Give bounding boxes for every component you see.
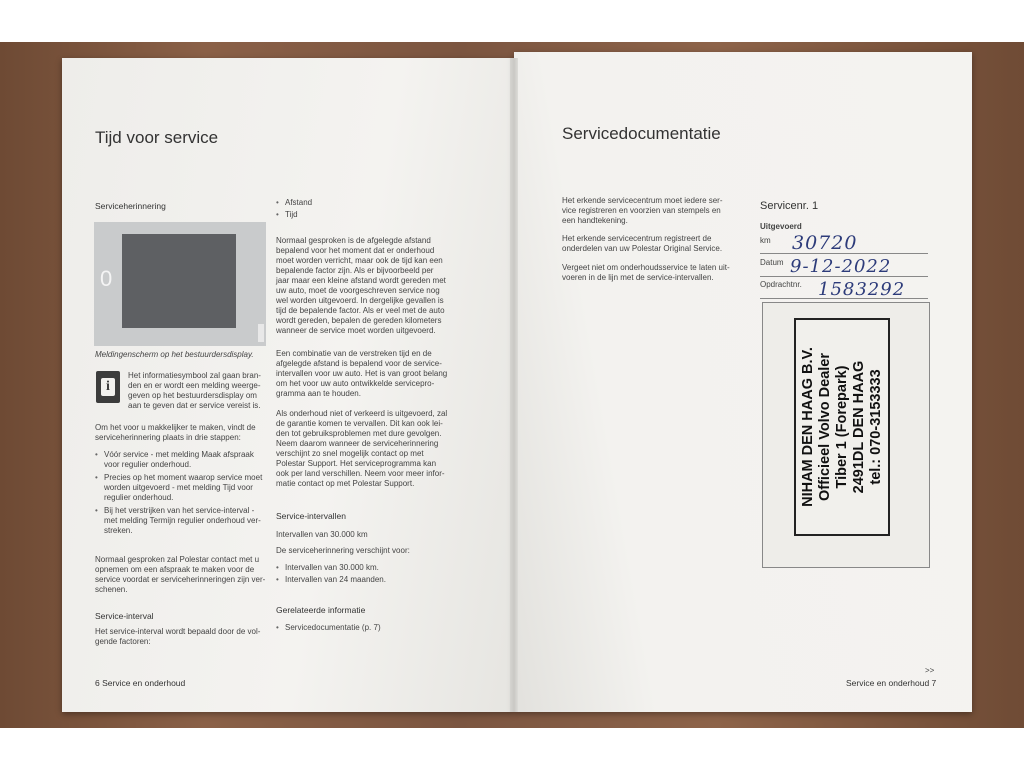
right-paragraph-1 [562, 196, 742, 226]
text-line: Neem daarom wanneer de serviceherinnering [276, 439, 439, 448]
contact-text [95, 555, 265, 595]
steps-list [95, 450, 265, 538]
text-line: afgelegde afstand is bepalend voor de service- [276, 359, 442, 368]
text-line: Een combinatie van de verstreken tijd en de [276, 349, 432, 358]
info-note-line: den en er wordt een melding weerge- [128, 381, 261, 390]
list-item: • Bij het verstrijken van het service-interval - met melding Termijn regulier onderhoud ver- streken. [95, 506, 265, 536]
interval-text [95, 627, 260, 647]
reminder-line: De serviceherinnering verschijnt voor: [276, 546, 410, 555]
text-line: Polestar Support. Het serviceprogramma kan [276, 459, 437, 468]
continue-mark: >> [925, 666, 935, 675]
km-line [760, 253, 928, 254]
text-line: bepalend voor het moment dat er onderhoud [276, 246, 435, 255]
list-item: • Tijd [276, 210, 312, 220]
right-page-title: Servicedocumentatie [562, 124, 721, 143]
list-item: • Intervallen van 30.000 km. [276, 563, 386, 573]
contact-line: Normaal gesproken zal Polestar contact met u [95, 555, 260, 564]
right-paragraph-3 [562, 263, 730, 283]
interval-line: gende factoren: [95, 637, 151, 646]
paragraph-3 [276, 409, 447, 489]
order-label: Opdrachtnr. [760, 280, 802, 289]
text-line: jaar maar een kleine afstand wordt gereden met [276, 276, 446, 285]
intervals-heading: Service-intervallen [276, 511, 346, 521]
order-value: 1583292 [818, 279, 906, 300]
reminder-list [276, 563, 386, 587]
text-line: een handtekening. [562, 216, 628, 225]
intro-text [95, 423, 256, 443]
text-line: vice registreren en voorzien van stempels en [562, 206, 721, 215]
stamp-line: Tiber 1 (Forepark) [833, 365, 850, 489]
text-line: Vergeet niet om onderhoudsservice te laten uit- [562, 263, 730, 272]
text-line: bepalende factor zijn. Als er bijvoorbeeld per [276, 266, 434, 275]
text-line: voeren in de lijn met de service-intervallen. [562, 273, 714, 282]
service-number: Servicenr. 1 [760, 200, 819, 212]
info-note-line: Het informatiesymbool zal gaan bran- [128, 371, 261, 380]
text-line: onderdelen van uw Polestar Original Service. [562, 244, 723, 253]
text-line: Het erkende servicecentrum registreert de [562, 234, 712, 243]
km-label: km [760, 236, 771, 245]
driver-display-image [94, 222, 266, 346]
dealer-stamp [794, 318, 890, 536]
stamp-line: 2491DL DEN HAAG [850, 360, 867, 494]
km-value: 30720 [792, 232, 858, 254]
related-list [276, 623, 381, 635]
factors-list [276, 198, 312, 222]
text-line: verschijnt zo snel mogelijk contact op met [276, 449, 424, 458]
related-link[interactable]: • Servicedocumentatie (p. 7) [276, 623, 381, 633]
text-line: om het voor uw auto ontwikkelde servicepro- [276, 379, 435, 388]
date-value: 9-12-2022 [790, 256, 892, 277]
intro-line: Om het voor u makkelijker te maken, vindt de [95, 423, 256, 432]
text-line: moet worden verricht, maar ook de tijd kan een [276, 256, 443, 265]
info-note [128, 371, 261, 411]
interval-heading: Service-interval [95, 611, 154, 621]
list-item: • Afstand [276, 198, 312, 208]
performed-label: Uitgevoerd [760, 222, 802, 231]
text-line: Normaal gesproken is de afgelegde afstand [276, 236, 431, 245]
text-line: wanneer de service moet worden uitgevoerd. [276, 326, 436, 335]
text-line: de garantie komen te vervallen. Dit kan ook lei- [276, 419, 443, 428]
right-paragraph-2 [562, 234, 722, 254]
list-item: • Precies op het moment waarop service moet worden uitgevoerd - met melding Tijd voor regulier onderhoud. [95, 473, 265, 503]
intro-line: serviceherinnering plaats in drie stappen: [95, 433, 241, 442]
stamp-line: NIHAM DEN HAAG B.V. [799, 347, 816, 507]
display-screen [122, 234, 236, 328]
text-line: wel worden uitgevoerd. In dergelijke gevallen is [276, 296, 444, 305]
contact-line: service voordat er serviceherinneringen zijn ver- [95, 575, 266, 584]
text-line: Als onderhoud niet of verkeerd is uitgevoerd, zal [276, 409, 448, 418]
date-label: Datum [760, 258, 784, 267]
display-digit: 0 [100, 266, 113, 291]
text-line: wordt gereden, bepalen de gereden kilometers [276, 316, 442, 325]
paragraph-2 [276, 349, 447, 399]
text-line: uw auto, moet de voorgeschreven service nog [276, 286, 440, 295]
order-line [760, 298, 928, 299]
book-spine [510, 58, 518, 712]
text-line: ook per land verschillen. Neem voor meer infor- [276, 469, 445, 478]
stamp-line: Officieel Volvo Dealer [816, 353, 833, 502]
left-page-title: Tijd voor service [95, 128, 219, 147]
text-line: tijd de bepalende factor. Als er veel met de auto [276, 306, 445, 315]
text-line: Het erkende servicecentrum moet iedere ser- [562, 196, 723, 205]
left-page-footer: 6 Service en onderhoud [95, 678, 186, 688]
contact-line: opnemen om een afspraak te maken voor de [95, 565, 255, 574]
text-line: intervallen voor uw auto. Het is van groot belang [276, 369, 448, 378]
stamp-line: tel.: 070-3153333 [867, 369, 884, 485]
right-page-footer: Service en onderhoud 7 [846, 678, 937, 688]
reminder-heading: Serviceherinnering [95, 201, 166, 211]
text-line: den tot gebruiksproblemen met dure gevolgen. [276, 429, 442, 438]
info-note-line: aan te geven dat er service vereist is. [128, 401, 261, 410]
image-id-tag [258, 324, 264, 342]
contact-line: schenen. [95, 585, 128, 594]
interval-line: Het service-interval wordt bepaald door de vol- [95, 627, 261, 636]
list-item: • Intervallen van 24 maanden. [276, 575, 386, 585]
text-line: gramma aan te houden. [276, 389, 361, 398]
date-line [760, 276, 928, 277]
image-caption: Meldingenscherm op het bestuurdersdisplay. [95, 350, 254, 359]
intervals-line: Intervallen van 30.000 km [276, 530, 368, 539]
list-item: • Vóór service - met melding Maak afspraak voor regulier onderhoud. [95, 450, 265, 470]
info-icon: i [96, 371, 120, 403]
info-note-line: geven op het bestuurdersdisplay om [128, 391, 257, 400]
text-line: matie contact op met Polestar Support. [276, 479, 415, 488]
related-heading: Gerelateerde informatie [276, 605, 366, 615]
paragraph-1 [276, 236, 446, 336]
